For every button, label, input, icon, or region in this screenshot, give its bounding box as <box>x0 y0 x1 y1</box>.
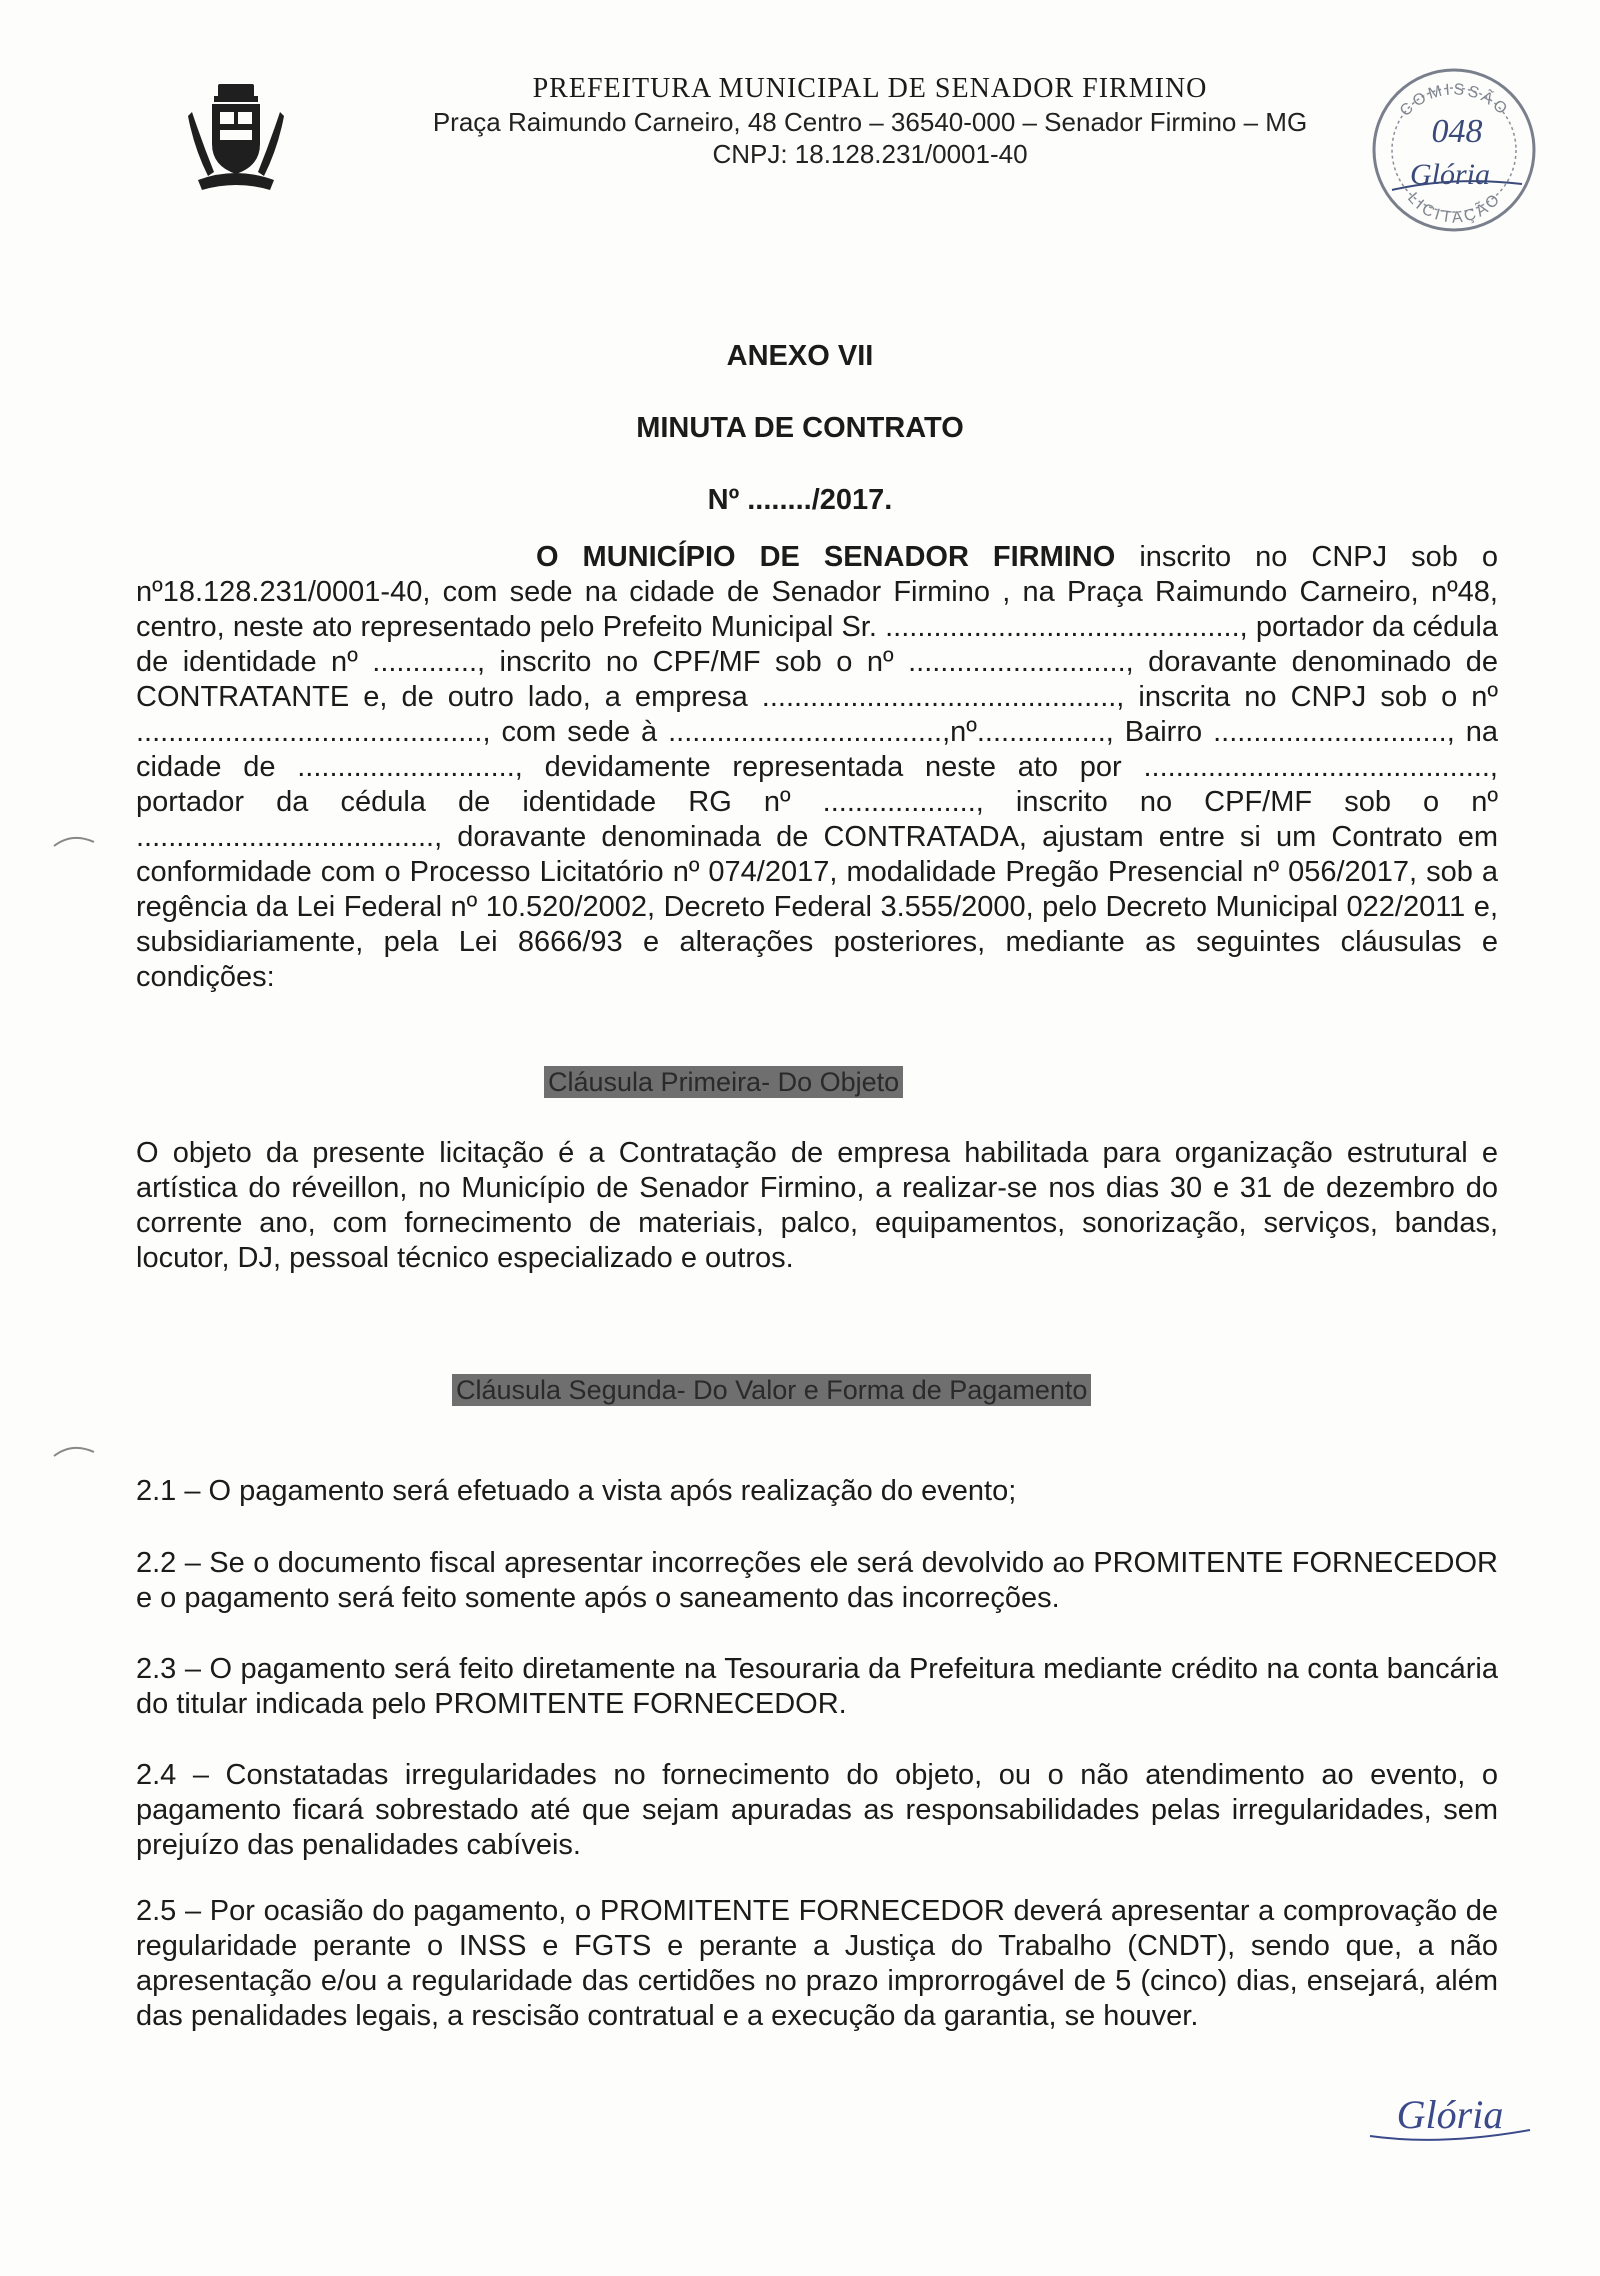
clause-two-heading: Cláusula Segunda- Do Valor e Forma de Pagamento <box>452 1374 1091 1406</box>
clause-one-heading: Cláusula Primeira- Do Objeto <box>544 1066 903 1098</box>
margin-mark <box>50 830 98 850</box>
stamp-signature: Glória <box>1409 158 1491 191</box>
municipality-name: O MUNICÍPIO DE SENADOR FIRMINO <box>536 541 1116 573</box>
clause-item: 2.5 – Por ocasião do pagamento, o PROMITENTE FORNECEDOR deverá apresentar a comprovação de regularidade perante o INSS e FGTS e perante a Justiça do Trabalho (CNDT), sendo que, a não apresentação e/ou a regularidade das certidões no prazo improrrogável de 5 (cinco) dias, ensejará, além das penalidades legais, a rescisão contratual e a execução da garantia, se houver. <box>136 1895 1498 2032</box>
clause-item: 2.4 – Constatadas irregularidades no fornecimento do objeto, ou o não atendimento ao evento, o pagamento ficará sobrestado até que sejam apuradas as responsabilidades pelas irregularidades, sem prejuízo das penalidades cabíveis. <box>136 1759 1498 1861</box>
commission-stamp <box>1362 62 1547 234</box>
organization-cnpj: CNPJ: 18.128.231/0001-40 <box>712 139 1028 169</box>
intro-text: inscrito no CNPJ sob o nº18.128.231/0001-40, com sede na cidade de Senador Firmino , na Praça Raimundo Carneiro, nº48, centro, neste ato representado pelo Prefeito Municipal Sr. ............................................, portador da cédula de identidade nº ............., inscrito no CPF/MF sob o nº ..........................., doravante denominado de CONTRATANTE e, de outro lado, a empresa ............................................, inscrita no CNPJ sob o nº ..........................................., com sede à ..................................,nº................, Bairro ............................., na cidade de ..........................., devidamente representada neste ato por ..........................................., portador da cédula de identidade RG nº ..................., inscrito no CPF/MF sob o nº ....................................., doravante denominada de CONTRATADA, ajustam entre si um Contrato em conformidade com o Processo Licitatório nº 074/2017, modalidade Pregão Presencial nº 056/2017, sob a regência da Lei Federal nº 10.520/2002, Decreto Federal 3.555/2000, pelo Decreto Municipal 022/2011 e, subsidiariamente, pela Lei 8666/93 e alterações posteriores, mediante as seguintes cláusulas e condições: <box>136 541 1498 993</box>
clause-item: 2.1 – O pagamento será efetuado a vista após realização do evento; <box>136 1475 1017 1507</box>
intro-paragraph <box>136 540 1498 995</box>
annex-title: ANEXO VII <box>726 340 874 372</box>
clause-item: 2.3 – O pagamento será feito diretamente na Tesouraria da Prefeitura mediante crédito na conta bancária do titular indicada pelo PROMITENTE FORNECEDOR. <box>136 1653 1498 1720</box>
stamp-page-number: 048 <box>1431 113 1483 150</box>
organization-name: PREFEITURA MUNICIPAL DE SENADOR FIRMINO <box>532 73 1208 104</box>
contract-number: Nº ......../2017. <box>707 484 893 516</box>
stamp-top-text: COMISSÃO <box>1396 81 1513 120</box>
stamp-bottom-text: LICITAÇÃO <box>1403 189 1506 227</box>
document-title: MINUTA DE CONTRATO <box>636 412 964 444</box>
municipal-crest-icon <box>188 82 284 197</box>
organization-address: Praça Raimundo Carneiro, 48 Centro – 36540-000 – Senador Firmino – MG <box>432 107 1308 137</box>
clause-one-text: O objeto da presente licitação é a Contratação de empresa habilitada para organização estrutural e artística do réveillon, no Município de Senador Firmino, a realizar-se nos dias 30 e 31 de dezembro do corrente ano, com fornecimento de materiais, palco, equipamentos, sonorização, serviços, bandas, locutor, DJ, pessoal técnico especializado e outros. <box>136 1137 1498 1274</box>
margin-mark <box>50 1440 98 1460</box>
rubric-text: Glória <box>1396 2092 1504 2137</box>
handwritten-rubric <box>1360 2080 1540 2150</box>
letterhead <box>380 72 1360 170</box>
clause-item: 2.2 – Se o documento fiscal apresentar incorreções ele será devolvido ao PROMITENTE FORNECEDOR e o pagamento será feito somente após o saneamento das incorreções. <box>136 1547 1498 1614</box>
